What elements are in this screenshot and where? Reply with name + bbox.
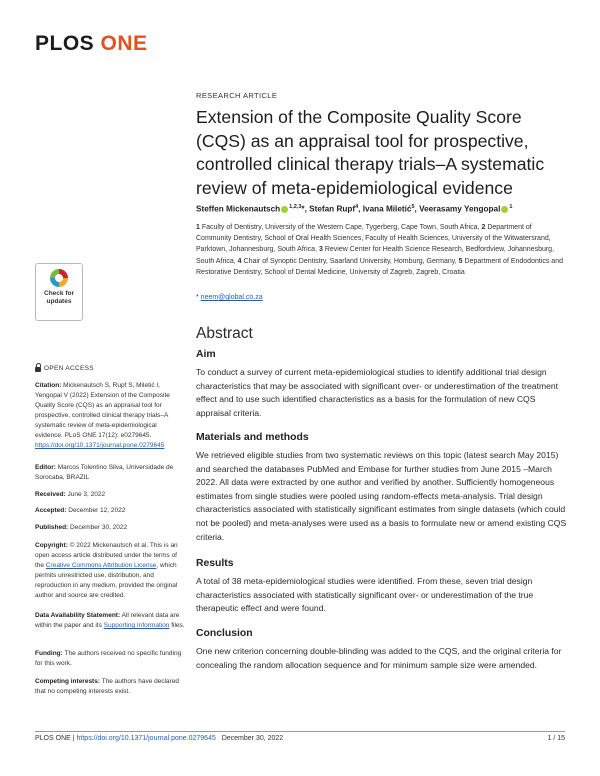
- section-heading-methods: Materials and methods: [196, 432, 309, 443]
- corresponding-email: [196, 294, 568, 301]
- plos-one-logo[interactable]: [35, 32, 148, 56]
- citation-block: Citation: Mickenautsch S, Rupf S, Miletić I, Yengopal V (2022) Extension of the Composite Quality Score (CQS) as an appraisal tool for prospective, controlled clinical therapy trials–A systematic review of meta-epidemiological evidence. PLoS ONE 17(12): e0279645. https://doi.org/10.1371/journal.pone.0279645: [35, 382, 170, 449]
- data-availability-block: Data Availability Statement: All relevant data are within the paper and its Supporting Information files.: [35, 612, 185, 629]
- email-marker: *: [196, 294, 201, 301]
- logo-one: ONE: [100, 32, 148, 55]
- author-affil-ref: 1,2,3: [289, 204, 302, 210]
- affil-text: Review Center for Health Science Research, Bedfordview, Johannesburg, South Africa,: [196, 246, 555, 265]
- affiliations: [196, 222, 568, 278]
- affil-text: Department of Endodontics and Restorative Dentistry, School of Dental Medicine, University of Zagreb, Zagreb, Croatia: [196, 257, 563, 276]
- open-lock-icon: [35, 367, 41, 372]
- accepted-block: Accepted: December 12, 2022: [35, 507, 126, 514]
- published-block: Published: December 30, 2022: [35, 524, 128, 531]
- funding-block: Funding: The authors received no specific funding for this work.: [35, 650, 182, 667]
- orcid-icon[interactable]: [281, 206, 288, 213]
- page-footer: PLOS ONE | https://doi.org/10.1371/journal.pone.0279645 December 30, 2022: [35, 735, 284, 742]
- footer-divider: [35, 731, 565, 732]
- affil-num: 4: [237, 257, 242, 265]
- orcid-icon[interactable]: [501, 206, 508, 213]
- author-name[interactable]: Ivana Miletić: [362, 204, 412, 214]
- author-name[interactable]: Steffen Mickenautsch: [196, 204, 281, 214]
- received-block: Received: June 3, 2022: [35, 491, 106, 498]
- abstract-heading: Abstract: [196, 325, 253, 342]
- section-heading-results: Results: [196, 558, 234, 569]
- citation-doi-link[interactable]: https://doi.org/10.1371/journal.pone.0279645: [35, 442, 165, 449]
- affil-text: Department of Community Dentistry, School of Oral Health Sciences, Faculty of Health Sciences, University of the Witwatersrand, Parktown, Johannesburg, South Africa,: [196, 224, 551, 254]
- section-text-methods: We retrieved eligible studies from two systematic reviews on this topic (latest search May 2015) and searched the databases PubMed and Embase for further studies from June 2015 –March 2022. All data were extracted by one author and verified by another. Sufficiently homogeneous estimates from single studies were pooled using random-effects meta-analysis. Trial design characteristics associated with statistically significant estimates from single datasets (which could not be pooled) and meta-analyses were used as a basis to formulate new or amend existing CQS criteria.: [196, 450, 567, 542]
- author-name[interactable]: Stefan Rupf: [309, 204, 356, 214]
- author-mark: *,: [301, 204, 310, 214]
- logo-plos: PLOS: [35, 32, 95, 55]
- author-mark: ,: [358, 204, 363, 214]
- license-link[interactable]: Creative Commons Attribution License: [45, 562, 157, 569]
- author-list: [196, 204, 568, 214]
- author-name[interactable]: Veerasamy Yengopal: [419, 204, 501, 214]
- author-affil-ref: 4: [355, 204, 359, 210]
- affil-text: Faculty of Dentistry, University of the Western Cape, Tygerberg, Cape Town, South Africa,: [201, 224, 480, 231]
- author-mark: ,: [414, 204, 420, 214]
- section-text-conclusion: One new criterion concerning double-blinding was added to the CQS, and the original criteria for concealing the random allocation sequence and for minimum sample size were amended.: [196, 646, 562, 670]
- affil-num: 1: [196, 224, 200, 231]
- author-affil-ref: 1: [509, 204, 513, 210]
- open-access-label: OPEN ACCESS: [35, 365, 94, 372]
- supporting-info-link[interactable]: Supporting Information: [103, 622, 170, 629]
- author-affil-ref: 5: [411, 204, 415, 210]
- section-text-aim: To conduct a survey of current meta-epidemiological studies to identify additional trial design characteristics that may be associated with significant over- or underestimation of the treatment effect and to use such identified characteristics as a basis for the formulation of new CQS appraisal criteria.: [196, 367, 559, 418]
- page-number: 1 / 15: [547, 735, 565, 742]
- copyright-block: Copyright: © 2022 Mickenautsch et al. This is an open access article distributed under the terms of the Creative Commons Attribution License, which permits unrestricted use, distribution, and reproduction in any medium, provided the original author and source are credited.: [35, 542, 178, 599]
- footer-doi-link[interactable]: https://doi.org/10.1371/journal.pone.0279645: [76, 735, 216, 742]
- affil-num: 2: [481, 224, 486, 231]
- competing-interests-block: Competing interests: The authors have declared that no competing interests exist.: [35, 678, 180, 695]
- check-for-updates-badge[interactable]: [35, 263, 83, 321]
- article-type: RESEARCH ARTICLE: [196, 91, 278, 100]
- section-heading-aim: Aim: [196, 349, 216, 360]
- check-updates-label: Check for updates: [44, 290, 74, 305]
- section-heading-conclusion: Conclusion: [196, 628, 253, 639]
- affil-text: Chair of Synoptic Dentistry, Saarland University, Homburg, Germany,: [243, 257, 457, 265]
- section-text-results: A total of 38 meta-epidemiological studies were identified. From these, seven trial design characteristics associated with statistically significant over- or underestimation of the true therapeutic effect and were found.: [196, 576, 534, 614]
- article-title: Extension of the Composite Quality Score (CQS) as an appraisal tool for prospective, controlled clinical therapy trials–A systematic review of meta-epidemiological evidence: [196, 107, 545, 198]
- affil-num: 5: [458, 257, 463, 265]
- email-link[interactable]: neem@global.co.za: [200, 294, 263, 301]
- affil-num: 3: [318, 246, 323, 254]
- crossmark-icon: [50, 269, 68, 287]
- editor-block: Editor: Marcos Tolentino Silva, Universidade de Sorocaba, BRAZIL: [35, 464, 174, 481]
